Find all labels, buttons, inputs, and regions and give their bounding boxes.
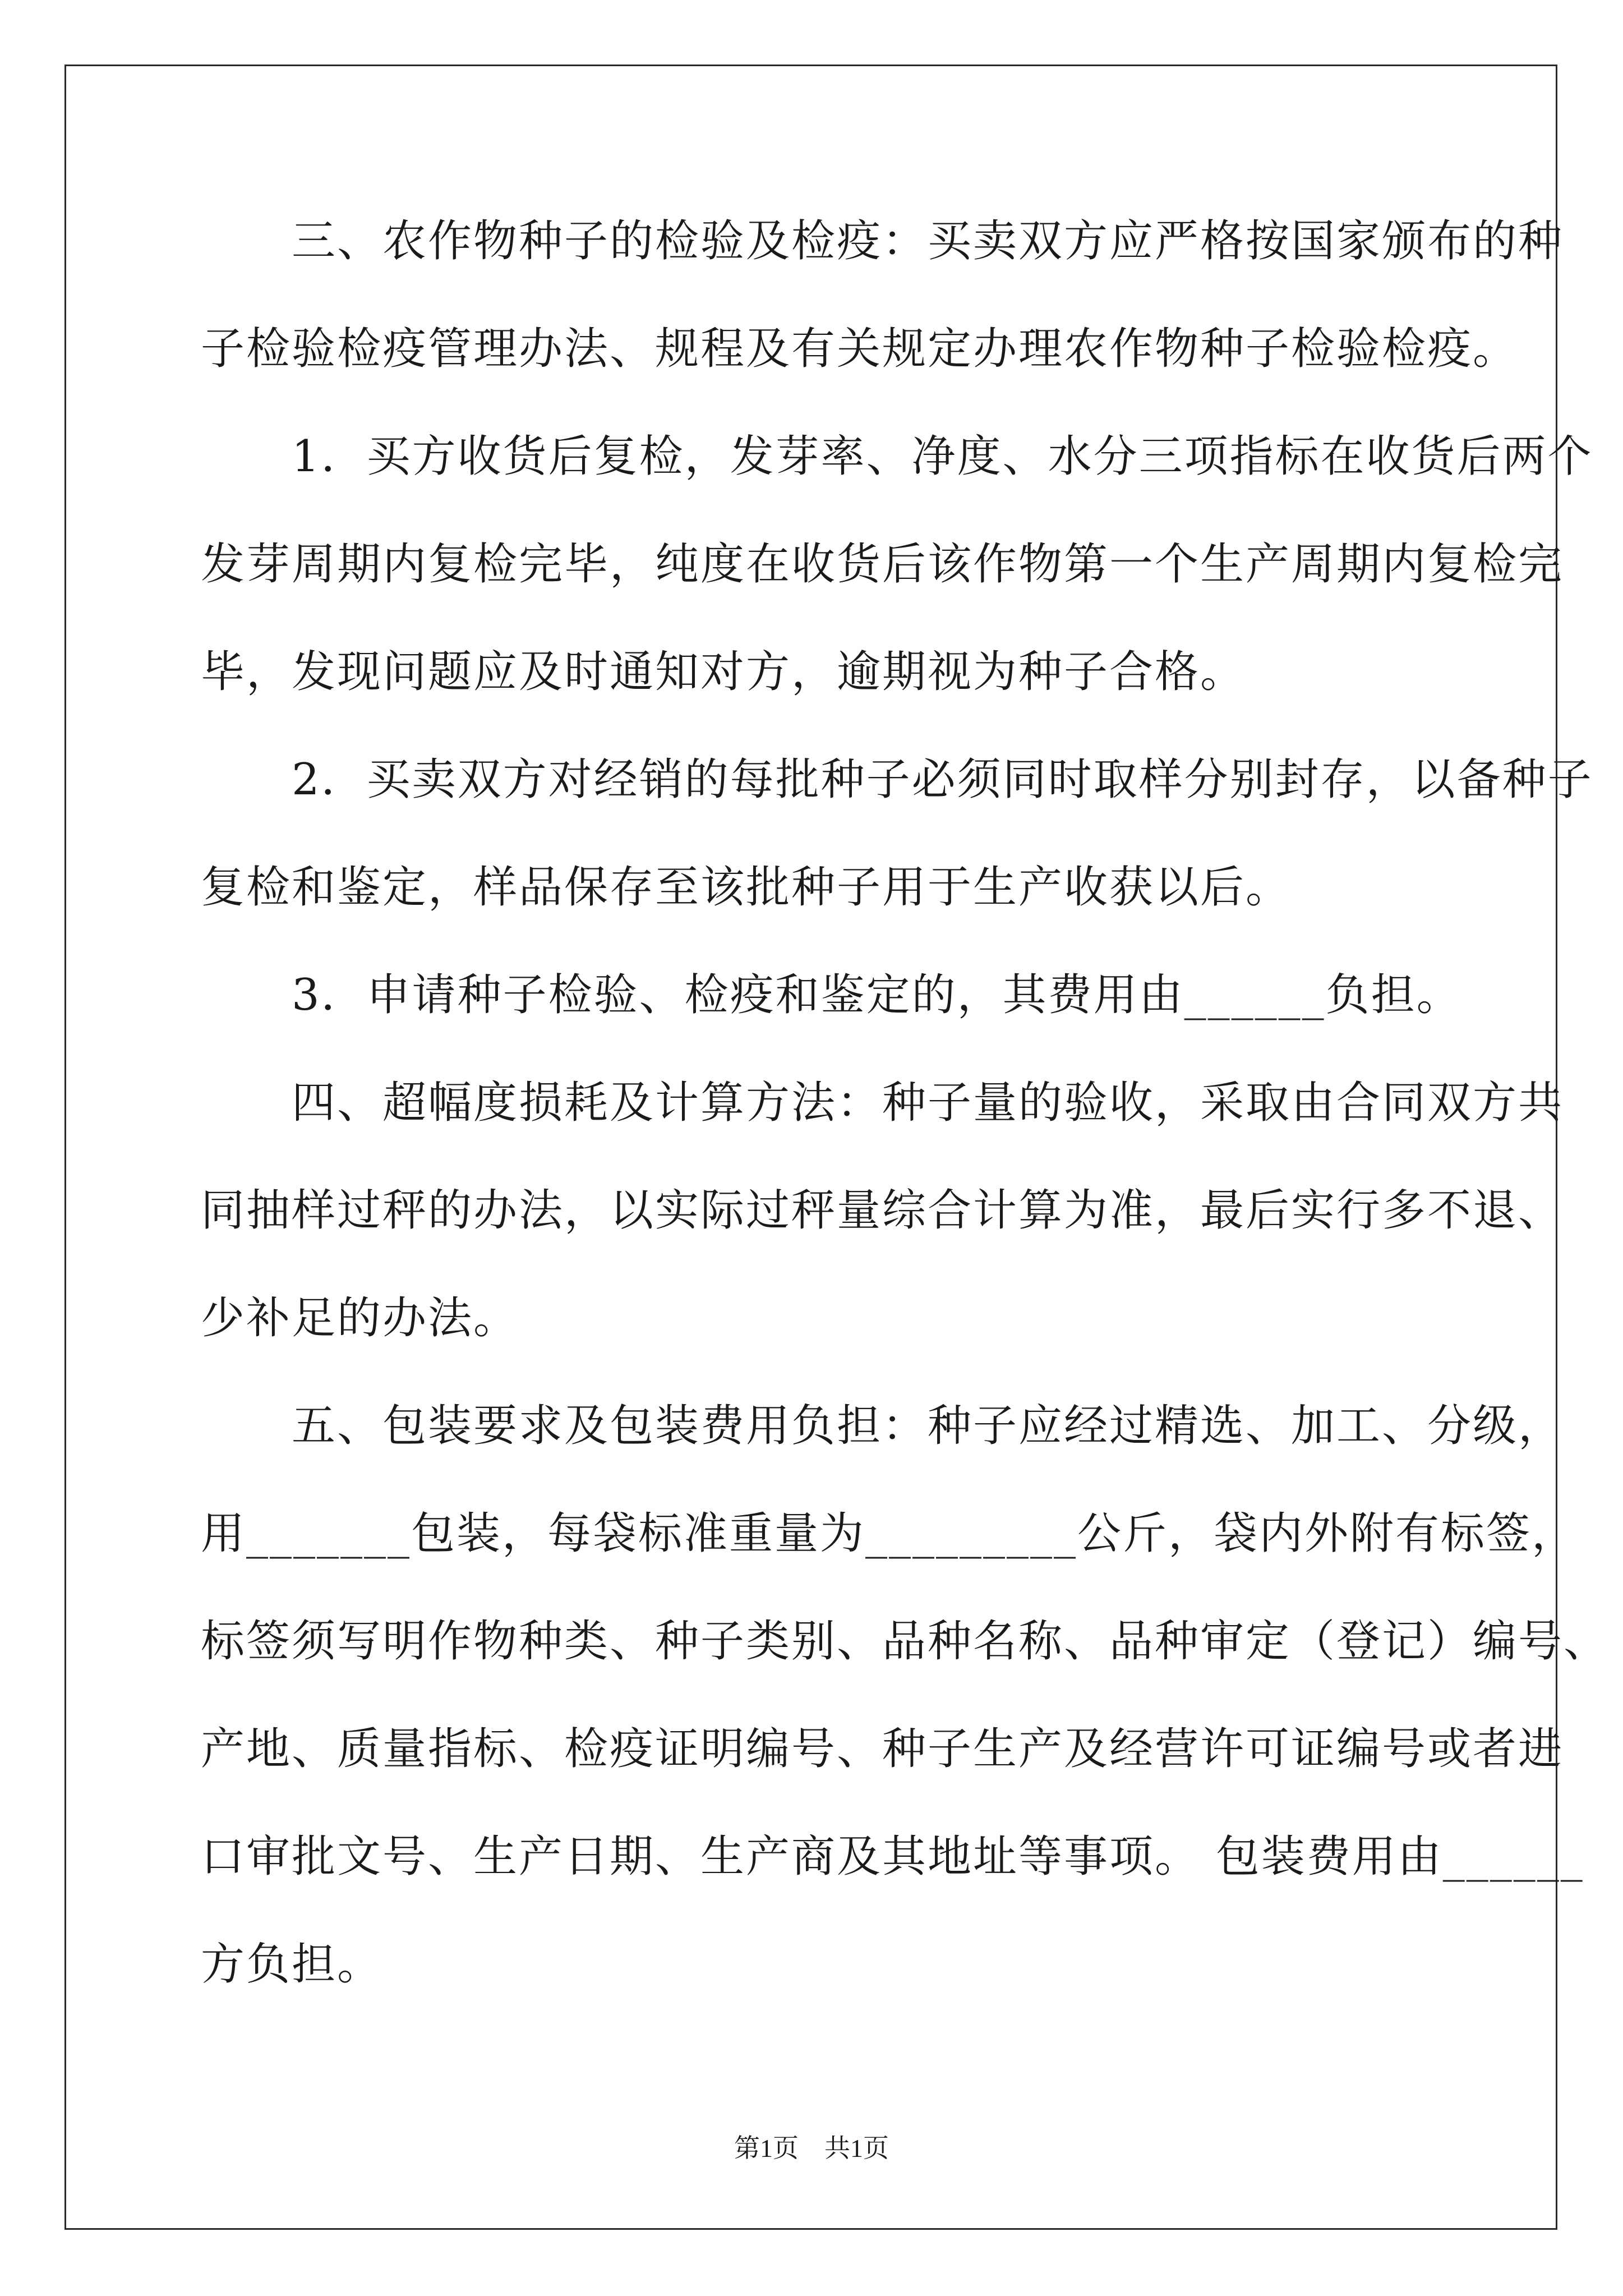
paragraph-line: 少补足的办法。: [201, 1293, 519, 1343]
paragraph-line: 产地、质量指标、检疫证明编号、种子生产及经营许可证编号或者进: [201, 1724, 1564, 1774]
paragraph-line: 方负担。: [201, 1939, 383, 1990]
paragraph-line: 同抽样过秤的办法，以实际过秤量综合计算为准，最后实行多不退、: [201, 1185, 1564, 1236]
paragraph-line: 3．申请种子检验、检疫和鉴定的，其费用由______负担。: [201, 970, 1462, 1020]
paragraph-line: 四、超幅度损耗及计算方法：种子量的验收，采取由合同双方共: [201, 1078, 1564, 1128]
paragraph-line: 用_______包装，每袋标准重量为_________公斤，袋内外附有标签，: [201, 1508, 1578, 1559]
paragraph-line: 2．买卖双方对经销的每批种子必须同时取样分别封存，以备种子: [201, 754, 1593, 805]
paragraph-line: 口审批文号、生产日期、生产商及其地址等事项。 包装费用由______: [201, 1832, 1584, 1882]
paragraph-line: 复检和鉴定，样品保存至该批种子用于生产收获以后。: [201, 862, 1292, 913]
paragraph-line: 三、农作物种子的检验及检疫：买卖双方应严格按国家颁布的种: [201, 216, 1564, 266]
paragraph-line: 五、包装要求及包装费用负担：种子应经过精选、加工、分级，: [201, 1401, 1564, 1451]
page-border: [64, 65, 1557, 2230]
paragraph-line: 发芽周期内复检完毕，纯度在收货后该作物第一个生产周期内复检完: [201, 539, 1564, 590]
paragraph-line: 标签须写明作物种类、种子类别、品种名称、品种审定（登记）编号、: [201, 1616, 1610, 1667]
paragraph-line: 1．买方收货后复检，发芽率、净度、水分三项指标在收货后两个: [201, 431, 1593, 482]
paragraph-line: 子检验检疫管理办法、规程及有关规定办理农作物种子检验检疫。: [201, 324, 1519, 374]
paragraph-line: 毕，发现问题应及时通知对方，逾期视为种子合格。: [201, 647, 1246, 697]
page-number: 第1页 共1页: [734, 2134, 889, 2162]
